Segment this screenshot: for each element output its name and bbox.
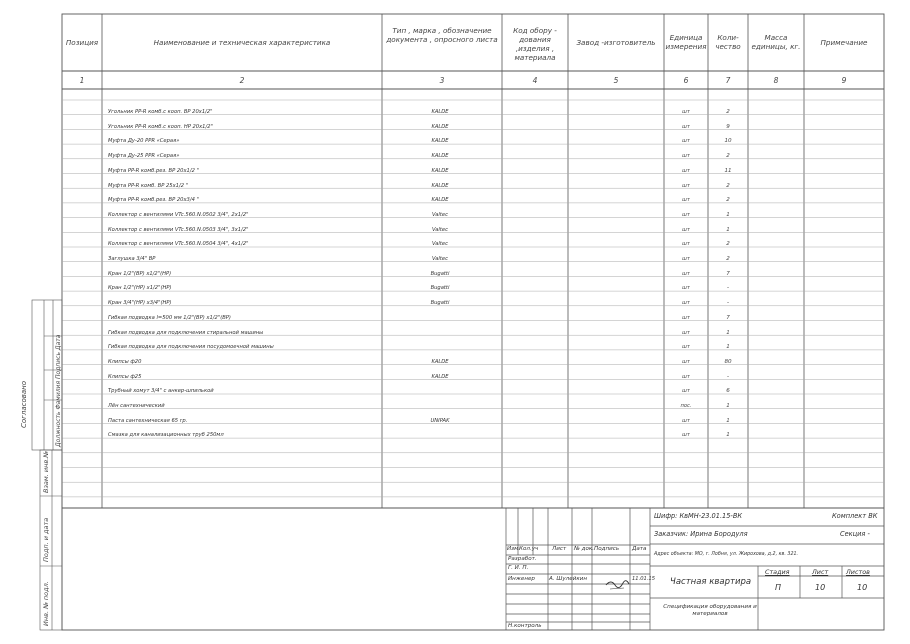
row-name: Муфта Ду-20 PPR «Серая» (108, 138, 180, 145)
tb-engineer-name: А. Шулейкин (549, 576, 587, 582)
row-quantity: 1 (726, 329, 730, 336)
tb-engineer-date: 11.01.15 (632, 576, 656, 582)
header-quantity: Коли- чество (715, 33, 741, 51)
row-name: Кран 1/2"(ВР) х1/2"(НР) (108, 270, 172, 277)
row-unit: шт (682, 300, 690, 307)
header-name: Наименование и техническая характеристика (153, 38, 331, 47)
tb-address: Адрес объекта: МО, г. Лобня, ул. Жирохова, д.2, кв. 321. (654, 552, 799, 557)
tb-sheets: 10 (857, 583, 868, 592)
side-label-surname: Фамилия (55, 380, 62, 410)
row-name: Заглушка 3/4" ВР (108, 256, 156, 262)
row-quantity: 10 (724, 138, 732, 145)
tb-head-signature: Подпись (594, 546, 620, 552)
row-unit: пос. (680, 403, 692, 409)
tb-sheet: 10 (815, 583, 826, 592)
row-name: Трубный хомут 3/4" с анкер-шпилькой (108, 388, 214, 395)
row-type: Valtec (432, 211, 448, 218)
tb-sheets-header: Листов (846, 568, 870, 576)
row-quantity: 1 (726, 344, 730, 351)
row-unit: шт (682, 270, 690, 277)
row-quantity: 2 (726, 153, 730, 160)
tb-complect: Комплект ВК (832, 512, 878, 520)
side-label-signature: Подпись (55, 352, 62, 379)
row-unit: шт (682, 344, 690, 351)
row-unit: шт (682, 197, 690, 204)
row-unit: шт (682, 226, 690, 233)
row-quantity: 2 (726, 256, 730, 262)
column-number: 1 (79, 76, 85, 85)
row-name: Муфта Ду-25 PPR «Серая» (108, 153, 180, 160)
row-type: KALDE (431, 153, 449, 160)
row-name: Паста сантехническая 65 гр. (108, 417, 188, 424)
row-name: Коллектор с вентилями VTc.560.N.0504 3/4", 4х1/2" (108, 241, 249, 248)
header-manufacturer: Завод -изготовитель (576, 38, 656, 47)
tb-gip: Г. И. П. (508, 565, 529, 571)
row-type: Bugatti (430, 300, 450, 307)
row-quantity: - (726, 373, 730, 380)
row-unit: шт (682, 358, 690, 365)
row-name: Муфта PP-R комб. ВР 25х1/2 " (108, 182, 189, 189)
side-label-position: Должность (55, 411, 62, 447)
row-quantity: 2 (726, 109, 730, 115)
tb-norm-control: Н.контроль (508, 623, 542, 629)
side-signature-date: Подп. и дата (42, 517, 50, 562)
row-type: KALDE (431, 373, 449, 380)
row-type: Valtec (432, 226, 448, 233)
row-name: Гибкая подводка для подключения посудомоечной машины (108, 344, 274, 351)
row-name: Лён сантехнический (108, 403, 165, 409)
row-quantity: 1 (726, 211, 730, 218)
row-unit: шт (682, 329, 690, 336)
side-agreed-label: Согласовано (20, 380, 28, 428)
row-type: Valtec (432, 241, 448, 248)
row-unit: шт (682, 211, 690, 218)
row-quantity: 2 (726, 241, 730, 248)
row-type: KALDE (431, 197, 449, 204)
side-replaced-inv: Взам. инв.№ (42, 450, 50, 493)
tb-head-count: Кол.уч (519, 546, 539, 552)
column-number: 2 (239, 76, 245, 85)
row-quantity: 7 (726, 270, 730, 277)
row-name: Коллектор с вентилями VTc.560.N.0502 3/4", 2х1/2" (108, 211, 249, 218)
row-unit: шт (682, 182, 690, 189)
row-unit: шт (682, 241, 690, 248)
tb-engineer-role: Инженер (508, 576, 535, 582)
tb-head-sheet: Лист (552, 546, 567, 552)
tb-code: Шифр: КвМН-23.01.15-ВК (654, 512, 743, 520)
row-type: KALDE (431, 182, 449, 189)
header-mass: Масса единицы, кг. (751, 33, 801, 51)
tb-stage-header: Стадия (765, 568, 790, 576)
row-quantity: 1 (726, 432, 730, 439)
tb-customer: Заказчик: Ирина Бородуля (654, 530, 748, 538)
row-name: Смазка для канализационных труб 250мл (108, 432, 224, 439)
row-type: UNIPAK (430, 417, 450, 424)
row-unit: шт (682, 138, 690, 145)
row-name: Гибкая подводка для подключения стиральной машины (108, 329, 264, 336)
tb-stage: П (775, 583, 782, 592)
column-number: 5 (613, 76, 619, 85)
row-quantity: 80 (724, 358, 732, 365)
row-name: Муфта PP-R комб.рез. ВР 20х3/4 " (108, 197, 199, 204)
row-type: KALDE (431, 138, 449, 145)
row-unit: шт (682, 388, 690, 395)
tb-object-name: Частная квартира (670, 577, 752, 587)
row-name: Гибкая подводка l=500 мм 1/2"(ВР) х1/2"(ВР) (108, 314, 231, 321)
header-type: Тип , марка , обозначение документа , опросного листа (386, 26, 498, 44)
row-name: Клипсы ф20 (108, 358, 142, 365)
row-unit: шт (682, 153, 690, 160)
row-unit: шт (682, 167, 690, 174)
column-number: 4 (532, 76, 538, 85)
tb-sheet-header: Лист (812, 568, 829, 576)
tb-doc-title: Спецификация оборудования и материалов (663, 604, 757, 618)
column-number: 8 (773, 76, 779, 85)
tb-head-date: Дата (632, 546, 647, 552)
row-unit: шт (682, 314, 690, 321)
row-quantity: 1 (726, 417, 730, 424)
row-quantity: 2 (726, 197, 730, 204)
row-unit: шт (682, 432, 690, 439)
row-name: Кран 3/4"(НР) х3/4"(НР) (108, 300, 172, 307)
side-inventory-number: Инв. № подл. (42, 581, 50, 626)
row-unit: шт (682, 256, 690, 262)
header-note: Примечание (820, 38, 868, 47)
row-type: KALDE (431, 123, 449, 130)
header-position: Позиция (65, 38, 99, 47)
tb-head-doc: № док. (574, 546, 595, 552)
tb-head-change: Изм. (507, 546, 521, 552)
row-name: Угольник PP-R комб.с кооп. НР 20х1/2" (108, 123, 213, 130)
row-unit: шт (682, 109, 690, 115)
row-name: Кран 1/2"(НР) х1/2"(НР) (108, 285, 172, 292)
row-name: Угольник PP-R комб.с кооп. ВР 20х1/2" (108, 109, 213, 115)
row-type: Bugatti (430, 285, 450, 292)
header-unit: Единица измерения (665, 33, 707, 51)
row-unit: шт (682, 373, 690, 380)
row-name: Клипсы ф25 (108, 373, 142, 380)
row-unit: шт (682, 123, 690, 130)
row-quantity: 1 (726, 226, 730, 233)
header-code: Код обору - дования ,изделия , материала (513, 26, 557, 62)
column-number: 7 (725, 76, 731, 85)
row-quantity: 9 (726, 123, 730, 130)
side-col-labels (55, 335, 62, 447)
tb-developed: Разработ. (508, 556, 537, 562)
column-number: 9 (841, 76, 847, 85)
row-unit: шт (682, 417, 690, 424)
row-quantity: 1 (726, 403, 730, 409)
row-name: Коллектор с вентилями VTc.560.N.0503 3/4", 3х1/2" (108, 226, 249, 233)
row-unit: шт (682, 285, 690, 292)
row-quantity: - (726, 285, 730, 292)
column-number: 6 (683, 76, 689, 85)
row-quantity: 7 (726, 314, 730, 321)
side-label-date: Дата (55, 334, 62, 351)
row-quantity: - (726, 300, 730, 307)
column-number: 3 (439, 76, 445, 85)
row-name: Муфта PP-R комб.рез. ВР 20х1/2 " (108, 167, 199, 174)
row-quantity: 6 (726, 388, 730, 395)
row-type: KALDE (431, 109, 449, 115)
row-type: Bugatti (430, 270, 450, 277)
row-quantity: 11 (724, 167, 732, 174)
row-type: KALDE (431, 167, 449, 174)
row-quantity: 2 (726, 182, 730, 189)
tb-section: Секция - (840, 530, 870, 538)
row-type: Valtec (432, 256, 448, 262)
row-type: KALDE (431, 358, 449, 365)
